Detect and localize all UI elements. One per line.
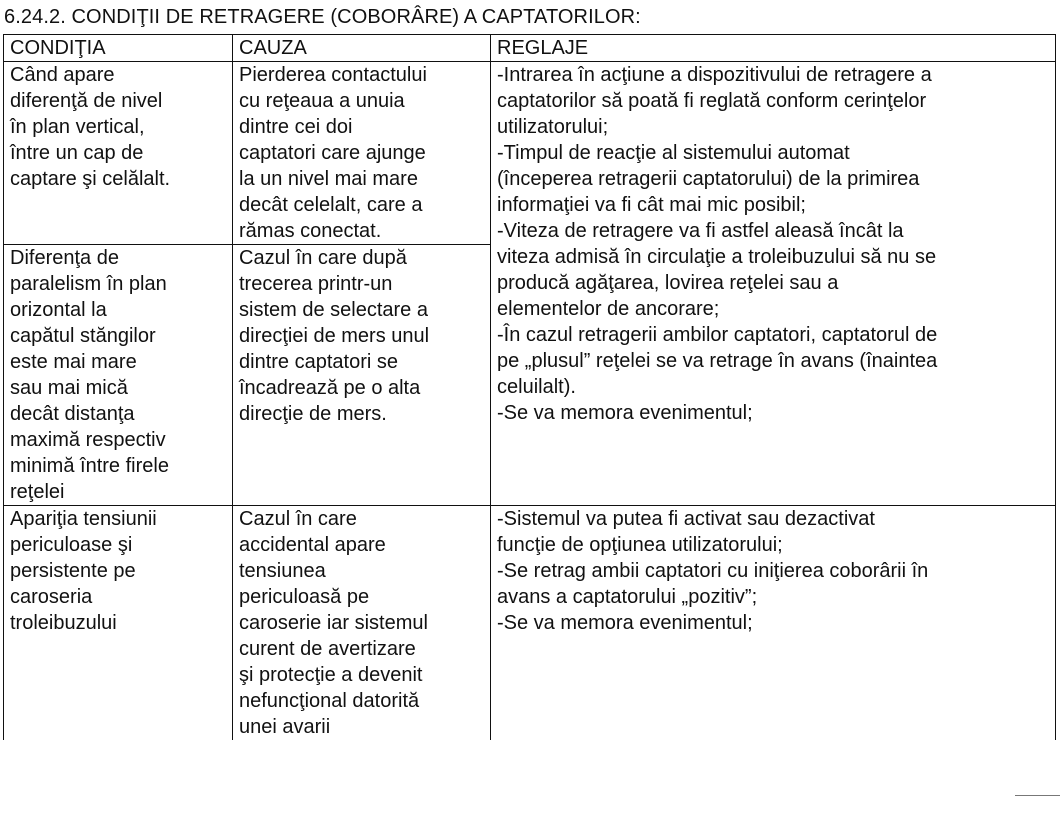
row3-cauza-cell (233, 506, 491, 741)
cell-line: orizontal la (10, 299, 107, 321)
table-header-row (4, 35, 1056, 62)
cell-line: şi protecţie a devenit (239, 664, 423, 686)
cell-line: Cazul în care după (239, 247, 407, 269)
row3-conditia-cell (4, 506, 233, 741)
cell-line: -În cazul retragerii ambilor captatori, captatorul de (497, 324, 938, 346)
cell-line: -Viteza de retragere va fi astfel aleasă încât la (497, 220, 904, 242)
cell-line: la un nivel mai mare (239, 168, 418, 190)
scan-edge-line (1015, 795, 1060, 796)
cell-line: avans a captatorului „pozitiv”; (497, 586, 758, 608)
cell-line: direcţie de mers. (239, 403, 387, 425)
cell-line: capătul stăngilor (10, 325, 156, 347)
cell-line: pe „plusul” reţelei se va retrage în avans (înaintea (497, 350, 938, 372)
table-row (4, 506, 1056, 741)
row2-cauza-cell (233, 245, 491, 506)
cell-line: este mai mare (10, 351, 137, 373)
cell-line: curent de avertizare (239, 638, 416, 660)
cell-line: captare şi celălalt. (10, 168, 171, 190)
cell-line: reţelei (10, 481, 65, 503)
row2-conditia-cell (4, 245, 233, 506)
cell-line: periculoasă pe (239, 586, 370, 608)
cell-line: -Sistemul va putea fi activat sau dezactivat (497, 508, 875, 530)
cell-line: între un cap de (10, 142, 144, 164)
cell-line: tensiunea (239, 560, 326, 582)
section-heading: 6.24.2. CONDIŢII DE RETRAGERE (COBORÂRE) A CAPTATORILOR: (4, 6, 641, 28)
cell-line: unei avarii (239, 716, 331, 738)
cell-line: -Timpul de reacţie al sistemului automat (497, 142, 850, 164)
cell-line: -Intrarea în acţiune a dispozitivului de retragere a (497, 64, 932, 86)
cell-line: sau mai mică (10, 377, 128, 399)
cell-line: Când apare (10, 64, 115, 86)
cell-line: -Se retrag ambii captatori cu iniţierea coborârii în (497, 560, 929, 582)
cell-line: utilizatorului; (497, 116, 609, 138)
cell-line: decât celelalt, care a (239, 194, 423, 216)
cell-line: accidental apare (239, 534, 386, 556)
cell-line: -Se va memora evenimentul; (497, 612, 753, 634)
cell-line: celuilalt). (497, 376, 576, 398)
row1-cauza-cell (233, 62, 491, 245)
retraction-conditions-table (3, 34, 1056, 740)
cell-line: captatorilor să poată fi reglată conform cerinţelor (497, 90, 927, 112)
table-row (4, 62, 1056, 245)
cell-line: dintre captatori se (239, 351, 398, 373)
cell-line: direcţiei de mers unul (239, 325, 430, 347)
cell-line: decât distanţa (10, 403, 135, 425)
header-reglaje: REGLAJE (491, 35, 1056, 62)
cell-line: paralelism în plan (10, 273, 167, 295)
cell-line: maximă respectiv (10, 429, 166, 451)
cell-line: funcţie de opţiunea utilizatorului; (497, 534, 783, 556)
cell-line: dintre cei doi (239, 116, 353, 138)
cell-line: Pierderea contactului (239, 64, 427, 86)
cell-line: sistem de selectare a (239, 299, 428, 321)
cell-line: caroserie iar sistemul (239, 612, 428, 634)
cell-line: Apariţia tensiunii (10, 508, 157, 530)
cell-line: minimă între firele (10, 455, 169, 477)
cell-line: cu reţeaua a unuia (239, 90, 405, 112)
cell-line: rămas conectat. (239, 220, 382, 242)
cell-line: încadrează pe o alta (239, 377, 421, 399)
header-cauza: CAUZA (233, 35, 491, 62)
cell-line: Diferenţa de (10, 247, 119, 269)
cell-line: caroseria (10, 586, 93, 608)
cell-line: nefuncţional datorită (239, 690, 420, 712)
cell-line: informaţiei va fi cât mai mic posibil; (497, 194, 806, 216)
cell-line: elementelor de ancorare; (497, 298, 720, 320)
cell-line: periculoase şi (10, 534, 133, 556)
cell-line: trecerea printr-un (239, 273, 393, 295)
cell-line: viteza admisă în circulaţie a troleibuzului să nu se (497, 246, 937, 268)
cell-line: Cazul în care (239, 508, 357, 530)
header-conditia: CONDIŢIA (4, 35, 233, 62)
cell-line: (începerea retragerii captatorului) de la primirea (497, 168, 920, 190)
row3-reglaje-cell (491, 506, 1056, 741)
cell-line: -Se va memora evenimentul; (497, 402, 753, 424)
cell-line: persistente pe (10, 560, 136, 582)
cell-line: în plan vertical, (10, 116, 145, 138)
cell-line: captatori care ajunge (239, 142, 426, 164)
cell-line: diferenţă de nivel (10, 90, 163, 112)
cell-line: producă agăţarea, lovirea reţelei sau a (497, 272, 839, 294)
row1-conditia-cell (4, 62, 233, 245)
cell-line: troleibuzului (10, 612, 117, 634)
shared-reglaje-cell (491, 62, 1056, 506)
